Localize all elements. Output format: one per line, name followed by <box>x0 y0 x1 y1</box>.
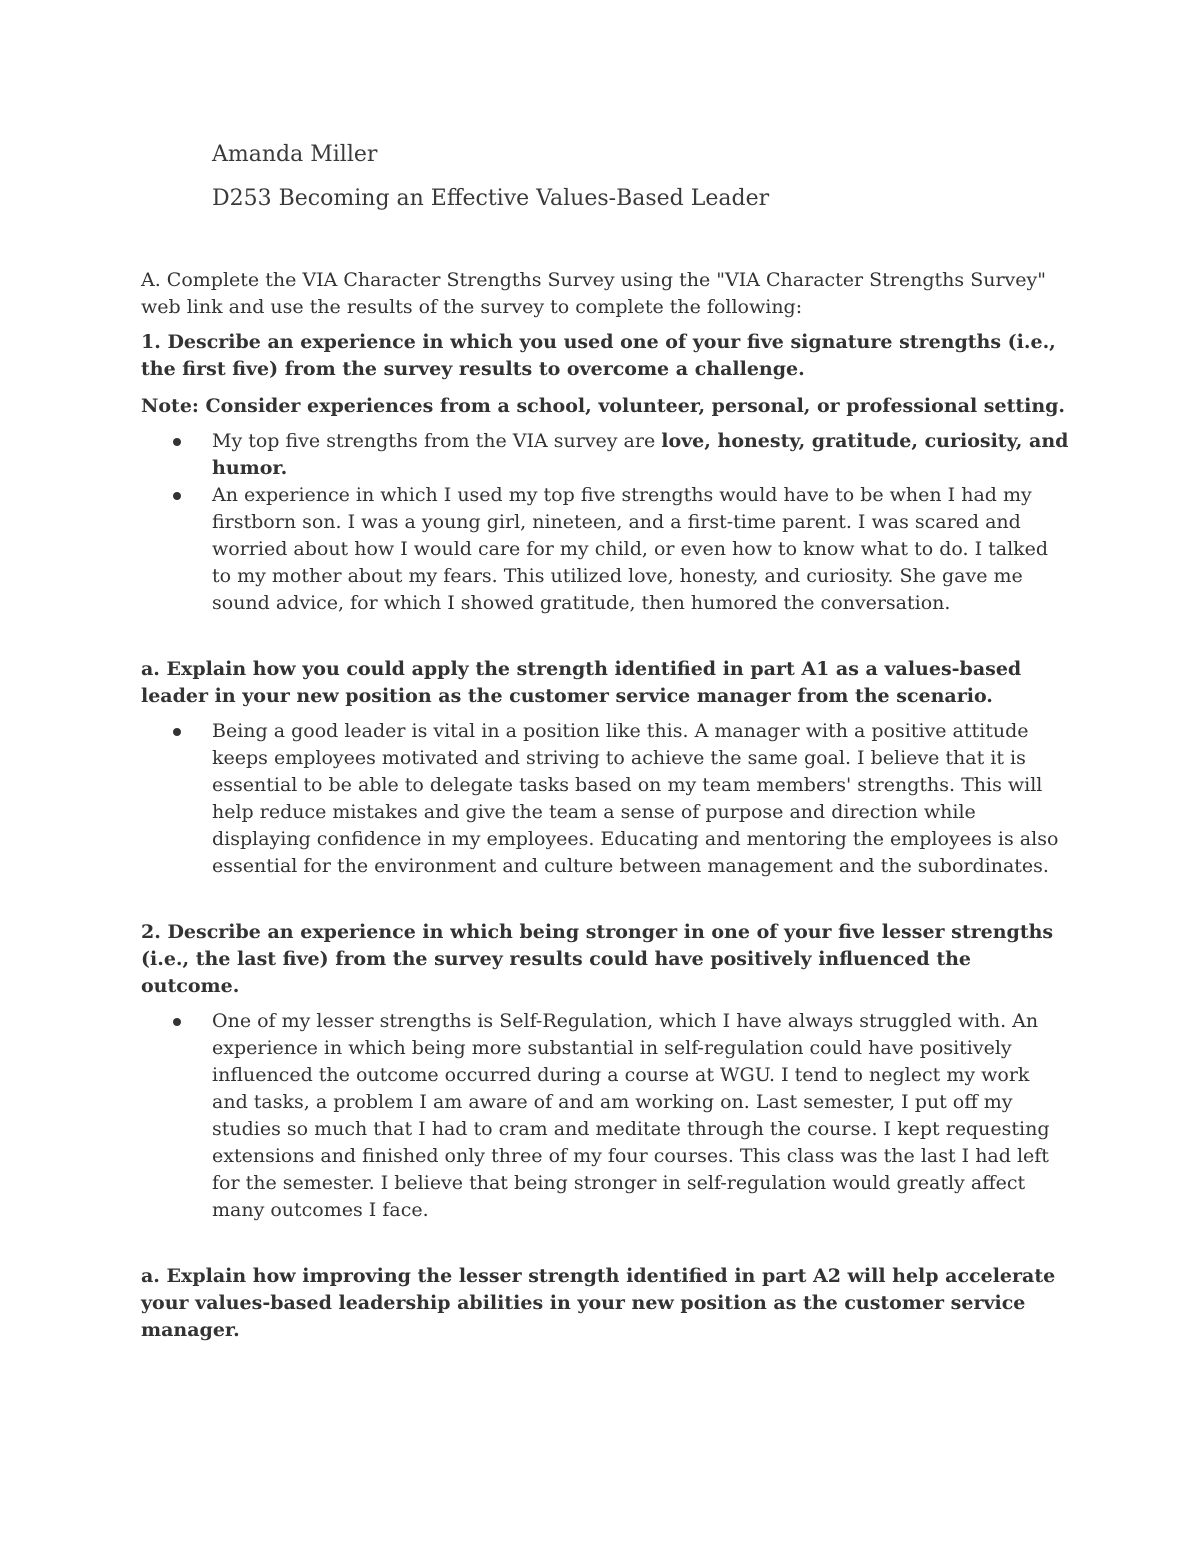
bullet-icon <box>173 438 181 446</box>
question-1: 1. Describe an experience in which you used one of your five signature strengths (i.e., the first five) from the survey results to overcome a challenge. <box>141 331 1056 380</box>
list-item <box>212 428 1071 482</box>
question-2a: a. Explain how improving the lesser strength identified in part A2 will help accelerate your values-based leadership abilities in your new position as the customer service manager. <box>141 1265 1056 1341</box>
answer-2-list <box>141 1008 1071 1224</box>
document-body <box>141 267 1071 1344</box>
bullet-icon <box>173 1018 181 1026</box>
answer-2-text: One of my lesser strengths is Self-Regulation, which I have always struggled with. An experience in which being more substantial in self-regulation could have positively influenced the outcome occurred during a course at WGU. I tend to neglect my work and tasks, a problem I am aware of and am working on. Last semester, I put off my studies so much that I had to cram and meditate through the course. I kept requesting extensions and finished only three of my four courses. This class was the last I had left for the semester. I believe that being stronger in self-regulation would greatly affect many outcomes I face. <box>212 1010 1050 1221</box>
note: Note: Consider experiences from a school, volunteer, personal, or professional setting. <box>141 395 1066 417</box>
course-title: D253 Becoming an Effective Values-Based Leader <box>212 186 770 211</box>
answer-1-strengths: love, honesty, gratitude, curiosity, and humor. <box>212 430 1069 479</box>
question-2: 2. Describe an experience in which being stronger in one of your five lesser strengths (i.e., the last five) from the survey results could have positively influenced the outcome. <box>141 921 1054 997</box>
answer-1a-list <box>141 718 1071 880</box>
list-item <box>212 482 1071 617</box>
bullet-icon <box>173 492 181 500</box>
list-item <box>212 1008 1071 1224</box>
question-1a: a. Explain how you could apply the strength identified in part A1 as a values-based leader in your new position as the customer service manager from the scenario. <box>141 658 1022 707</box>
answer-1-bullet-2-text: An experience in which I used my top five strengths would have to be when I had my firstborn son. I was a young girl, nineteen, and a first-time parent. I was scared and worried about how I would care for my child, or even how to know what to do. I talked to my mother about my fears. This utilized love, honesty, and curiosity. She gave me sound advice, for which I showed gratitude, then humored the conversation. <box>212 484 1049 614</box>
list-item <box>212 718 1071 880</box>
answer-1a-text: Being a good leader is vital in a position like this. A manager with a positive attitude keeps employees motivated and striving to achieve the same goal. I believe that it is essential to be able to delegate tasks based on my team members' strengths. This will help reduce mistakes and give the team a sense of purpose and direction while displaying confidence in my employees. Educating and mentoring the employees is also essential for the environment and culture between management and the subordinates. <box>212 720 1059 877</box>
section-a-intro: A. Complete the VIA Character Strengths Survey using the "VIA Character Strengths Survey" web link and use the results of the survey to complete the following: <box>141 269 1046 318</box>
answer-1-bullet-1-text: My top five strengths from the VIA survey are <box>212 430 662 452</box>
answer-1-list <box>141 428 1071 617</box>
bullet-icon <box>173 728 181 736</box>
author-name: Amanda Miller <box>212 142 378 167</box>
